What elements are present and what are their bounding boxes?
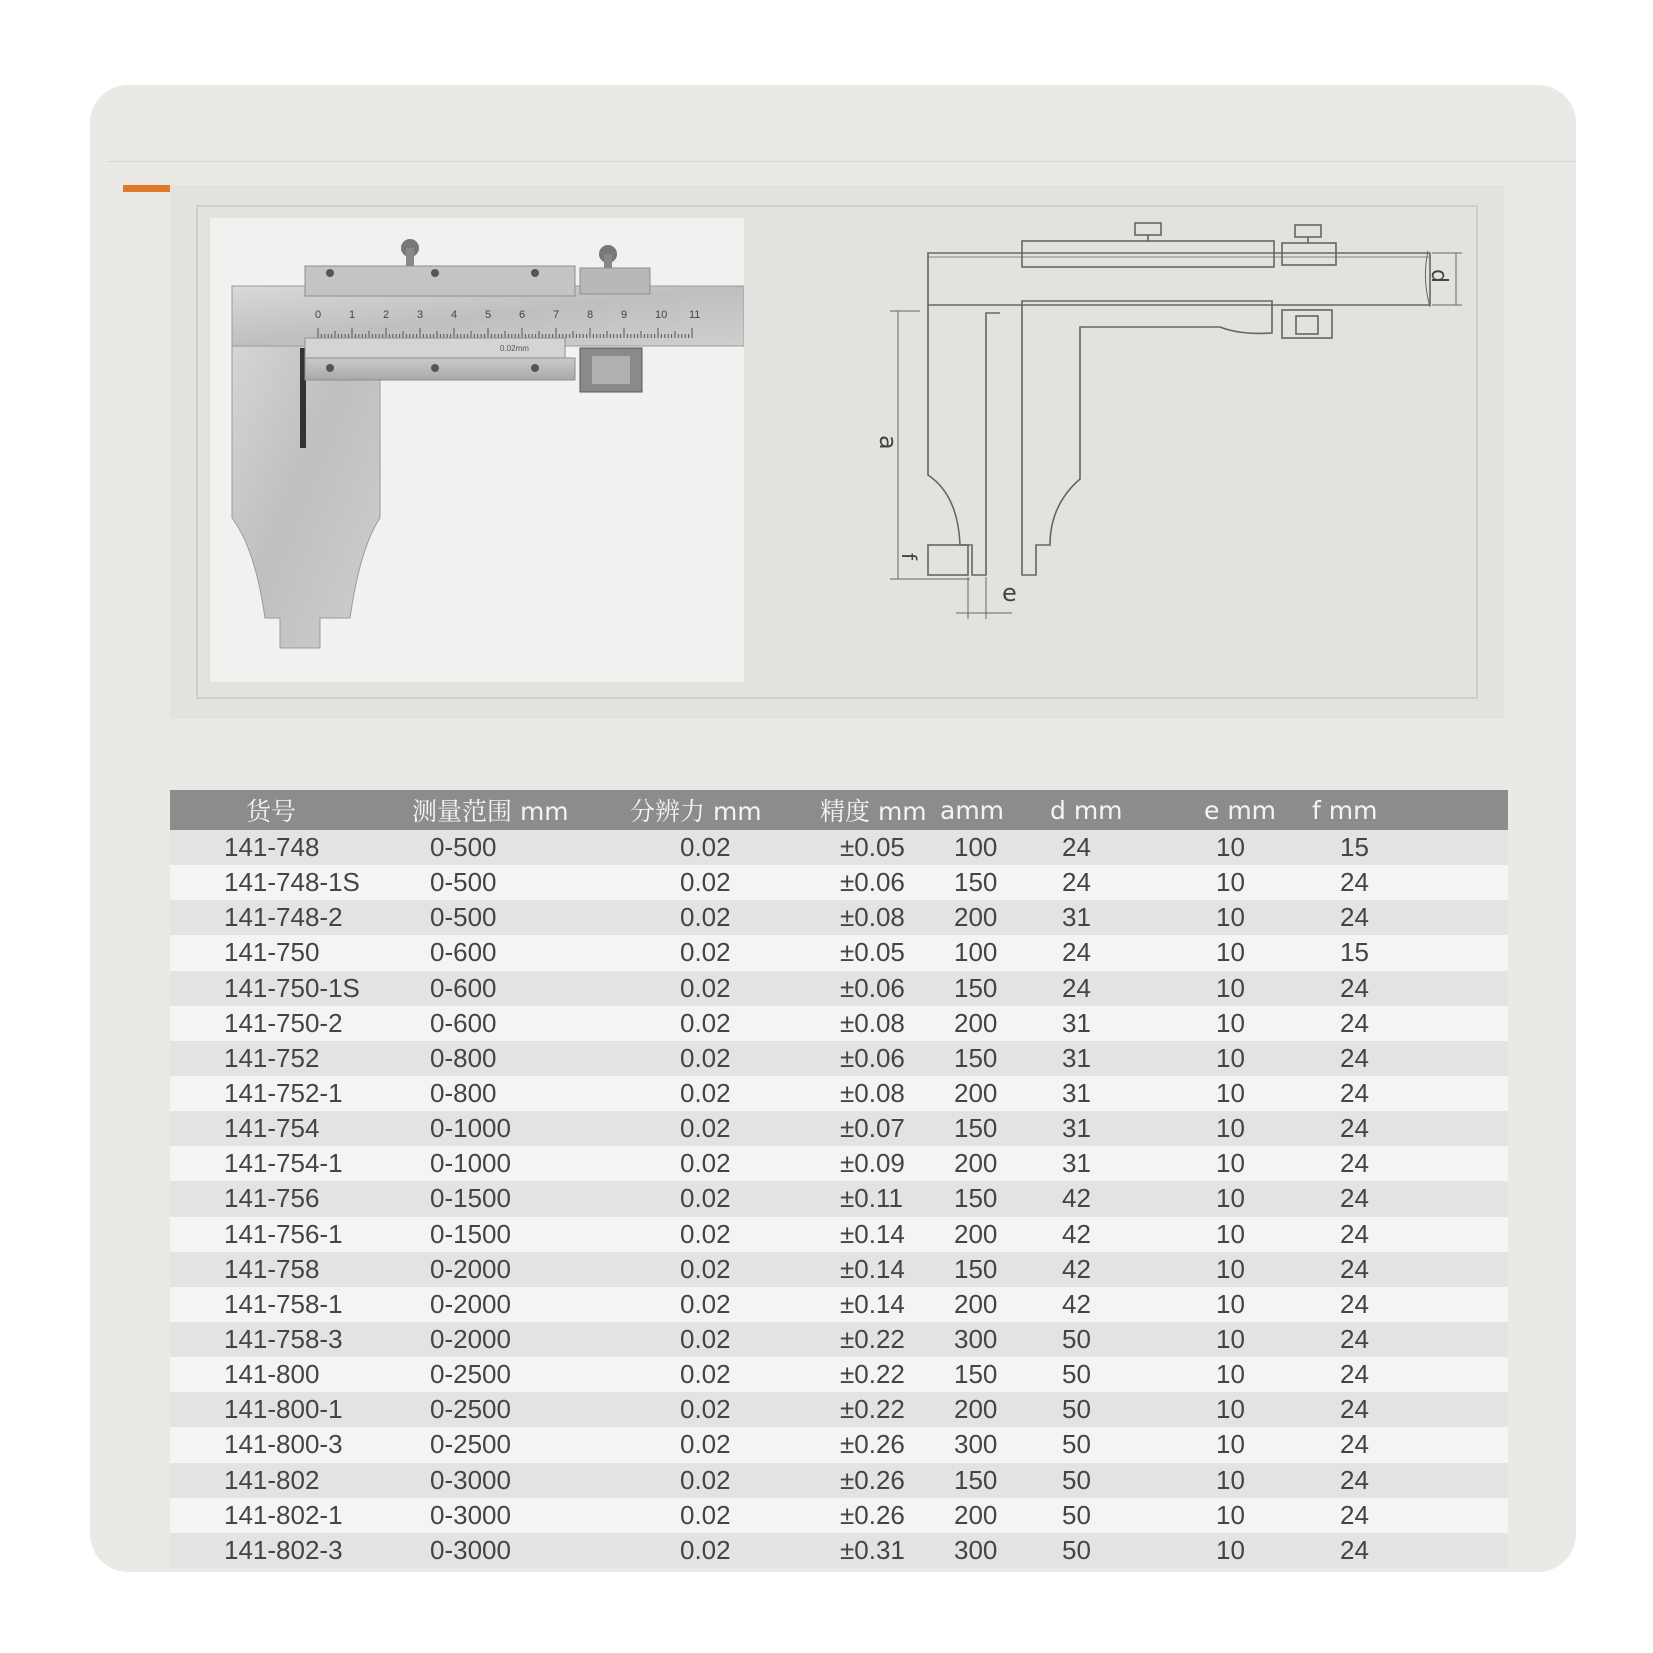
table-cell: 141-748	[170, 830, 380, 865]
table-row	[170, 830, 1508, 865]
table-cell: ±0.26	[800, 1427, 940, 1462]
table-cell: 0-500	[380, 865, 600, 900]
table-cell: 31	[1040, 1006, 1170, 1041]
table-cell: 10	[1170, 1357, 1300, 1392]
table-cell: 141-802-1	[170, 1498, 380, 1533]
table-cell: 10	[1170, 971, 1300, 1006]
scale-number: 0	[315, 309, 322, 321]
table-cell: 150	[940, 1357, 1040, 1392]
table-cell: 141-750-1S	[170, 971, 380, 1006]
table-cell: 0-2000	[380, 1322, 600, 1357]
caliper-photo	[210, 218, 744, 682]
table-cell: 141-800-1	[170, 1392, 380, 1427]
spec-card	[90, 85, 1576, 1572]
table-row	[170, 1146, 1508, 1181]
table-cell: 300	[940, 1427, 1040, 1462]
scale-number: 2	[383, 309, 390, 321]
table-cell: 15	[1300, 935, 1508, 970]
table-cell: 31	[1040, 1111, 1170, 1146]
table-cell: 141-754-1	[170, 1146, 380, 1181]
table-cell: 0.02	[600, 1111, 800, 1146]
table-cell: ±0.05	[800, 830, 940, 865]
column-header: 分辨力 mm	[600, 790, 800, 830]
table-cell: 50	[1040, 1392, 1170, 1427]
table-cell: 24	[1300, 1076, 1508, 1111]
table-cell: 24	[1300, 1533, 1508, 1568]
table-cell: 0-1500	[380, 1217, 600, 1252]
table-cell: 10	[1170, 1146, 1300, 1181]
table-cell: 10	[1170, 1533, 1300, 1568]
table-row	[170, 865, 1508, 900]
table-row	[170, 1322, 1508, 1357]
table-row	[170, 900, 1508, 935]
table-cell: 24	[1300, 865, 1508, 900]
table-cell: 0.02	[600, 1357, 800, 1392]
table-cell: 0.02	[600, 830, 800, 865]
table-cell: 24	[1300, 1463, 1508, 1498]
table-cell: 0-1000	[380, 1111, 600, 1146]
table-cell: 150	[940, 865, 1040, 900]
table-cell: 141-754	[170, 1111, 380, 1146]
table-cell: 200	[940, 1392, 1040, 1427]
vernier-label: 0.02mm	[500, 344, 529, 353]
table-row	[170, 1217, 1508, 1252]
technical-drawing	[750, 205, 1476, 699]
table-cell: ±0.08	[800, 1006, 940, 1041]
table-cell: 100	[940, 830, 1040, 865]
table-cell: 150	[940, 1041, 1040, 1076]
table-cell: 0-2500	[380, 1357, 600, 1392]
table-cell: 0.02	[600, 1181, 800, 1216]
table-cell: 10	[1170, 1076, 1300, 1111]
table-cell: 141-800-3	[170, 1427, 380, 1462]
table-cell: 10	[1170, 830, 1300, 865]
table-cell: 0.02	[600, 1217, 800, 1252]
table-cell: 141-756-1	[170, 1217, 380, 1252]
table-cell: 10	[1170, 1181, 1300, 1216]
table-cell: ±0.06	[800, 971, 940, 1006]
table-cell: 10	[1170, 1041, 1300, 1076]
table-cell: ±0.26	[800, 1463, 940, 1498]
table-row	[170, 1392, 1508, 1427]
table-cell: 42	[1040, 1287, 1170, 1322]
table-cell: 10	[1170, 935, 1300, 970]
table-cell: 10	[1170, 1463, 1300, 1498]
table-cell: 0.02	[600, 1392, 800, 1427]
table-cell: ±0.06	[800, 865, 940, 900]
table-cell: 0-600	[380, 1006, 600, 1041]
table-cell: 150	[940, 1111, 1040, 1146]
table-cell: ±0.26	[800, 1498, 940, 1533]
table-cell: 10	[1170, 865, 1300, 900]
table-cell: 0-3000	[380, 1533, 600, 1568]
table-cell: 24	[1300, 1252, 1508, 1287]
table-cell: 141-748-2	[170, 900, 380, 935]
table-cell: 200	[940, 1146, 1040, 1181]
table-cell: 24	[1300, 1427, 1508, 1462]
table-row	[170, 1287, 1508, 1322]
table-cell: 50	[1040, 1498, 1170, 1533]
table-cell: 0.02	[600, 1463, 800, 1498]
table-cell: 0.02	[600, 1252, 800, 1287]
table-cell: 0.02	[600, 971, 800, 1006]
table-cell: 10	[1170, 900, 1300, 935]
table-cell: 300	[940, 1533, 1040, 1568]
table-cell: 15	[1300, 830, 1508, 865]
table-cell: 24	[1300, 1322, 1508, 1357]
scale-number: 1	[349, 309, 356, 321]
scale-number: 10	[655, 309, 668, 321]
table-cell: 24	[1300, 1111, 1508, 1146]
top-divider	[108, 161, 1576, 162]
scale-number: 3	[417, 309, 424, 321]
column-header: 测量范围 mm	[380, 790, 600, 830]
table-cell: 0-1500	[380, 1181, 600, 1216]
table-cell: 150	[940, 1463, 1040, 1498]
table-cell: 24	[1040, 935, 1170, 970]
table-cell: ±0.31	[800, 1533, 940, 1568]
figure-panel	[170, 185, 1504, 719]
table-row	[170, 1181, 1508, 1216]
table-cell: ±0.22	[800, 1357, 940, 1392]
table-cell: 42	[1040, 1252, 1170, 1287]
table-cell: 24	[1300, 1041, 1508, 1076]
scale-number: 4	[451, 309, 458, 321]
table-cell: 50	[1040, 1533, 1170, 1568]
table-cell: 0-800	[380, 1041, 600, 1076]
table-cell: ±0.06	[800, 1041, 940, 1076]
table-cell: 24	[1300, 1287, 1508, 1322]
table-cell: 200	[940, 1006, 1040, 1041]
table-cell: 0.02	[600, 935, 800, 970]
table-cell: 10	[1170, 1111, 1300, 1146]
table-row	[170, 1252, 1508, 1287]
table-cell: 141-750-2	[170, 1006, 380, 1041]
table-cell: 31	[1040, 1146, 1170, 1181]
table-cell: 141-750	[170, 935, 380, 970]
table-row	[170, 1076, 1508, 1111]
table-cell: 0.02	[600, 865, 800, 900]
table-cell: 0-2500	[380, 1392, 600, 1427]
table-cell: 31	[1040, 1076, 1170, 1111]
table-cell: 0-2000	[380, 1252, 600, 1287]
table-cell: 24	[1040, 865, 1170, 900]
column-header: 精度 mm	[800, 790, 940, 830]
table-cell: 24	[1300, 1392, 1508, 1427]
table-cell: 50	[1040, 1357, 1170, 1392]
table-row	[170, 935, 1508, 970]
table-cell: 24	[1300, 1006, 1508, 1041]
table-row	[170, 1427, 1508, 1462]
table-cell: 10	[1170, 1392, 1300, 1427]
table-cell: 150	[940, 1252, 1040, 1287]
table-cell: 0.02	[600, 1287, 800, 1322]
table-cell: 10	[1170, 1498, 1300, 1533]
table-cell: ±0.14	[800, 1217, 940, 1252]
table-cell: 24	[1300, 1146, 1508, 1181]
table-cell: 50	[1040, 1322, 1170, 1357]
scale-number: 8	[587, 309, 594, 321]
table-cell: 50	[1040, 1427, 1170, 1462]
table-cell: 141-802	[170, 1463, 380, 1498]
table-cell: 141-756	[170, 1181, 380, 1216]
table-row	[170, 1041, 1508, 1076]
table-cell: 24	[1040, 830, 1170, 865]
table-cell: 0.02	[600, 1533, 800, 1568]
table-cell: 0.02	[600, 1076, 800, 1111]
table-cell: 31	[1040, 1041, 1170, 1076]
table-row	[170, 1533, 1508, 1568]
table-cell: 0.02	[600, 1006, 800, 1041]
dimension-label-a: a	[874, 435, 902, 450]
table-cell: ±0.22	[800, 1392, 940, 1427]
table-row	[170, 1463, 1508, 1498]
table-cell: 50	[1040, 1463, 1170, 1498]
table-cell: ±0.05	[800, 935, 940, 970]
table-cell: 141-758	[170, 1252, 380, 1287]
table-header-row	[170, 790, 1508, 830]
scale-number: 5	[485, 309, 492, 321]
table-cell: ±0.07	[800, 1111, 940, 1146]
table-cell: 141-758-1	[170, 1287, 380, 1322]
table-cell: 10	[1170, 1427, 1300, 1462]
table-cell: 141-758-3	[170, 1322, 380, 1357]
scale-number: 9	[621, 309, 628, 321]
table-cell: ±0.08	[800, 1076, 940, 1111]
table-cell: 0.02	[600, 900, 800, 935]
table-cell: 150	[940, 1181, 1040, 1216]
table-cell: 0-2500	[380, 1427, 600, 1462]
table-cell: 300	[940, 1322, 1040, 1357]
table-cell: 141-800	[170, 1357, 380, 1392]
table-cell: 0-600	[380, 971, 600, 1006]
table-cell: 100	[940, 935, 1040, 970]
table-cell: 10	[1170, 1322, 1300, 1357]
table-cell: 150	[940, 971, 1040, 1006]
table-cell: 141-802-3	[170, 1533, 380, 1568]
table-cell: ±0.14	[800, 1287, 940, 1322]
table-cell: 0-600	[380, 935, 600, 970]
table-cell: 200	[940, 1287, 1040, 1322]
table-cell: 24	[1300, 1498, 1508, 1533]
table-cell: 0-500	[380, 830, 600, 865]
table-cell: 24	[1300, 1181, 1508, 1216]
table-cell: 24	[1300, 900, 1508, 935]
table-cell: ±0.09	[800, 1146, 940, 1181]
table-cell: 0-1000	[380, 1146, 600, 1181]
table-cell: 24	[1300, 1357, 1508, 1392]
table-cell: ±0.11	[800, 1181, 940, 1216]
table-cell: ±0.14	[800, 1252, 940, 1287]
table-cell: 141-752-1	[170, 1076, 380, 1111]
table-cell: 0-3000	[380, 1498, 600, 1533]
table-cell: 200	[940, 1076, 1040, 1111]
column-header: f mm	[1300, 790, 1508, 830]
table-row	[170, 1006, 1508, 1041]
table-cell: ±0.22	[800, 1322, 940, 1357]
table-row	[170, 1498, 1508, 1533]
table-row	[170, 971, 1508, 1006]
column-header: e mm	[1170, 790, 1300, 830]
table-cell: 24	[1040, 971, 1170, 1006]
table-cell: 10	[1170, 1287, 1300, 1322]
spec-table	[170, 790, 1508, 1568]
table-cell: 200	[940, 1217, 1040, 1252]
table-cell: 0-2000	[380, 1287, 600, 1322]
column-header: 货号	[170, 790, 380, 830]
scale-number: 11	[689, 309, 701, 321]
fine-adjust-block	[580, 268, 650, 294]
table-row	[170, 1357, 1508, 1392]
table-cell: 24	[1300, 1217, 1508, 1252]
table-cell: 0.02	[600, 1498, 800, 1533]
table-cell: 42	[1040, 1217, 1170, 1252]
table-cell: 0.02	[600, 1322, 800, 1357]
table-cell: ±0.08	[800, 900, 940, 935]
table-cell: 0.02	[600, 1146, 800, 1181]
dimension-label-d: d	[1426, 269, 1451, 283]
table-row	[170, 1111, 1508, 1146]
column-header: amm	[940, 790, 1040, 830]
table-cell: 0-3000	[380, 1463, 600, 1498]
table-cell: 42	[1040, 1181, 1170, 1216]
table-cell: 10	[1170, 1252, 1300, 1287]
table-cell: 200	[940, 900, 1040, 935]
table-cell: 0-800	[380, 1076, 600, 1111]
table-cell: 141-752	[170, 1041, 380, 1076]
table-cell: 0.02	[600, 1427, 800, 1462]
table-cell: 31	[1040, 900, 1170, 935]
table-cell: 0-500	[380, 900, 600, 935]
dimension-label-f: f	[897, 553, 921, 561]
dimension-label-e: e	[1002, 579, 1017, 607]
table-cell: 0.02	[600, 1041, 800, 1076]
table-cell: 10	[1170, 1217, 1300, 1252]
scale-number: 6	[519, 309, 526, 321]
table-cell: 24	[1300, 971, 1508, 1006]
table-cell: 141-748-1S	[170, 865, 380, 900]
column-header: d mm	[1040, 790, 1170, 830]
scale-number: 7	[553, 309, 560, 321]
table-cell: 10	[1170, 1006, 1300, 1041]
table-cell: 200	[940, 1498, 1040, 1533]
